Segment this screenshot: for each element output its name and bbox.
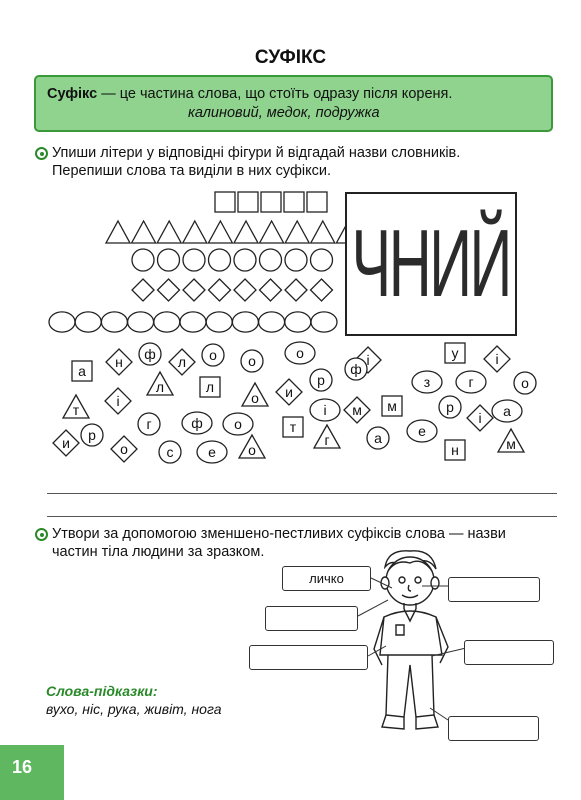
letter-square-36 bbox=[283, 417, 303, 437]
letter-char: о bbox=[248, 442, 256, 458]
answer-diamond-3-2[interactable] bbox=[183, 279, 205, 301]
letter-char: о bbox=[234, 416, 242, 432]
letter-char: і bbox=[495, 351, 499, 367]
suffix-card bbox=[345, 192, 517, 336]
letter-diamond-22 bbox=[344, 397, 370, 423]
answer-shapes bbox=[0, 180, 345, 340]
letter-char: м bbox=[506, 436, 516, 452]
letter-triangle-12 bbox=[147, 372, 173, 395]
answer-circle-2-2[interactable] bbox=[183, 249, 205, 271]
answer-square-0-0[interactable] bbox=[215, 192, 235, 212]
answer-circle-2-6[interactable] bbox=[285, 249, 307, 271]
letter-circle-20 bbox=[514, 372, 536, 394]
letter-char: т bbox=[72, 402, 80, 418]
letter-char: і bbox=[116, 393, 120, 409]
letter-diamond-11 bbox=[105, 388, 131, 414]
answer-triangle-1-3[interactable] bbox=[183, 221, 207, 243]
page-title: СУФІКС bbox=[254, 47, 327, 68]
letter-char: л bbox=[177, 354, 187, 370]
letter-diamond-25 bbox=[467, 405, 493, 431]
letter-oval-39 bbox=[407, 420, 437, 442]
letter-char: г bbox=[324, 432, 330, 448]
letter-char: р bbox=[88, 427, 96, 443]
answer-oval-4-3[interactable] bbox=[128, 312, 154, 332]
answer-triangle-1-4[interactable] bbox=[208, 221, 232, 243]
letter-square-40 bbox=[445, 440, 465, 460]
letter-oval-32 bbox=[182, 412, 212, 434]
answer-circle-2-0[interactable] bbox=[132, 249, 154, 271]
answer-triangle-1-2[interactable] bbox=[157, 221, 181, 243]
letter-diamond-9 bbox=[484, 346, 510, 372]
answer-oval-4-0[interactable] bbox=[49, 312, 75, 332]
letter-triangle-37 bbox=[314, 425, 340, 448]
answer-diamond-3-7[interactable] bbox=[311, 279, 333, 301]
writing-line-2 bbox=[47, 516, 557, 517]
answer-diamond-3-4[interactable] bbox=[234, 279, 256, 301]
letter-char: а bbox=[374, 430, 382, 446]
answer-square-0-1[interactable] bbox=[238, 192, 258, 212]
letter-circle-28 bbox=[81, 424, 103, 446]
letter-diamond-15 bbox=[276, 379, 302, 405]
definition-body: — це частина слова, що стоїть одразу після кореня. bbox=[97, 86, 453, 102]
answer-oval-4-1[interactable] bbox=[75, 312, 101, 332]
answer-triangle-1-8[interactable] bbox=[311, 221, 335, 243]
definition-term: Суфікс bbox=[47, 86, 98, 102]
letter-circle-30 bbox=[138, 413, 160, 435]
letter-char: т bbox=[289, 419, 297, 435]
letter-triangle-14 bbox=[242, 383, 268, 406]
task2-instruction-line1: Утвори за допомогою зменшено-пестливих суфіксів слова — назви bbox=[52, 526, 506, 542]
letter-char: с bbox=[166, 444, 174, 460]
letter-triangle-10 bbox=[63, 395, 89, 418]
task1-instruction-line2: Перепиши слова та виділи в них суфікси. bbox=[52, 163, 332, 179]
letter-char: у bbox=[451, 345, 459, 361]
letter-char: м bbox=[387, 398, 397, 414]
answer-box-nose[interactable] bbox=[265, 606, 358, 631]
hints-words: вухо, ніс, рука, живіт, нога bbox=[46, 701, 222, 717]
letter-char: р bbox=[317, 372, 325, 388]
letter-oval-33 bbox=[197, 441, 227, 463]
hints-title: Слова-підказки: bbox=[46, 683, 158, 699]
writing-line-1 bbox=[47, 493, 557, 494]
letter-oval-6 bbox=[285, 342, 315, 364]
letter-char: і bbox=[478, 410, 482, 426]
letter-char: о bbox=[120, 441, 128, 457]
definition-examples: калиновий, медок, подружка bbox=[188, 105, 380, 121]
answer-diamond-3-5[interactable] bbox=[260, 279, 282, 301]
letter-square-8 bbox=[445, 343, 465, 363]
letter-char: а bbox=[503, 403, 511, 419]
letter-char: и bbox=[285, 384, 293, 400]
answer-oval-4-9[interactable] bbox=[285, 312, 311, 332]
answer-box-arm[interactable] bbox=[464, 640, 554, 665]
letter-char: л bbox=[205, 379, 215, 395]
letter-diamond-29 bbox=[111, 436, 137, 462]
answer-triangle-1-5[interactable] bbox=[234, 221, 258, 243]
answer-circle-2-7[interactable] bbox=[311, 249, 333, 271]
letter-char: а bbox=[78, 363, 86, 379]
letter-square-0 bbox=[72, 361, 92, 381]
letter-char: і bbox=[366, 352, 370, 368]
task1-bullet-icon bbox=[35, 147, 48, 160]
letter-char: з bbox=[423, 374, 431, 390]
letter-circle-38 bbox=[367, 427, 389, 449]
answer-box-ear[interactable] bbox=[448, 577, 540, 602]
letter-oval-34 bbox=[223, 413, 253, 435]
letter-char: ф bbox=[144, 346, 156, 362]
letter-square-13 bbox=[200, 377, 220, 397]
answer-square-0-2[interactable] bbox=[261, 192, 281, 212]
letter-circle-24 bbox=[439, 396, 461, 418]
answer-square-0-3[interactable] bbox=[284, 192, 304, 212]
letter-circle-4 bbox=[202, 344, 224, 366]
letter-diamond-3 bbox=[169, 349, 195, 375]
answer-oval-4-10[interactable] bbox=[311, 312, 337, 332]
task2-bullet-icon bbox=[35, 528, 48, 541]
letter-char: м bbox=[352, 402, 362, 418]
suffix-card-text: ЧНИЙ bbox=[351, 210, 511, 317]
task2-instruction-line2: частин тіла людини за зразком. bbox=[52, 544, 265, 560]
answer-oval-4-5[interactable] bbox=[180, 312, 206, 332]
definition-box bbox=[34, 75, 553, 132]
letter-char: ф bbox=[191, 415, 203, 431]
definition-text bbox=[47, 86, 452, 102]
answer-oval-4-8[interactable] bbox=[259, 312, 285, 332]
answer-oval-4-6[interactable] bbox=[206, 312, 232, 332]
letter-char: г bbox=[468, 374, 474, 390]
letter-square-23 bbox=[382, 396, 402, 416]
answer-triangle-1-1[interactable] bbox=[132, 221, 156, 243]
letter-circle-16 bbox=[310, 369, 332, 391]
letter-diamond-1 bbox=[106, 349, 132, 375]
letter-char: ф bbox=[350, 361, 362, 377]
answer-diamond-3-6[interactable] bbox=[285, 279, 307, 301]
letter-char: о bbox=[251, 390, 259, 406]
letter-oval-21 bbox=[310, 399, 340, 421]
letter-char: и bbox=[62, 435, 70, 451]
answer-oval-4-2[interactable] bbox=[101, 312, 127, 332]
letter-char: о bbox=[209, 347, 217, 363]
letter-char: л bbox=[155, 379, 165, 395]
letter-char: е bbox=[418, 423, 426, 439]
answer-circle-2-3[interactable] bbox=[209, 249, 231, 271]
letter-diamond-27 bbox=[53, 430, 79, 456]
letter-char: р bbox=[446, 399, 454, 415]
answer-diamond-3-0[interactable] bbox=[132, 279, 154, 301]
answer-triangle-1-9[interactable] bbox=[336, 221, 345, 243]
letter-char: е bbox=[208, 444, 216, 460]
answer-box-leg[interactable] bbox=[448, 716, 539, 741]
letter-circle-17 bbox=[345, 358, 367, 380]
letter-char: г bbox=[146, 416, 152, 432]
answer-circle-2-4[interactable] bbox=[234, 249, 256, 271]
letter-oval-19 bbox=[456, 371, 486, 393]
letter-oval-18 bbox=[412, 371, 442, 393]
sample-word: личко bbox=[309, 571, 344, 586]
answer-diamond-3-3[interactable] bbox=[209, 279, 231, 301]
letter-char: о bbox=[296, 345, 304, 361]
answer-triangle-1-7[interactable] bbox=[285, 221, 309, 243]
letter-char: о bbox=[248, 353, 256, 369]
letter-triangle-35 bbox=[239, 435, 265, 458]
letter-circle-5 bbox=[241, 350, 263, 372]
answer-diamond-3-1[interactable] bbox=[158, 279, 180, 301]
letter-char: о bbox=[521, 375, 529, 391]
page-number: 16 bbox=[12, 757, 33, 777]
letter-char: н bbox=[115, 354, 123, 370]
answer-box-belly[interactable] bbox=[249, 645, 368, 670]
letter-char: н bbox=[451, 442, 459, 458]
letter-circle-31 bbox=[159, 441, 181, 463]
letter-char: і bbox=[323, 402, 327, 418]
letter-circle-2 bbox=[139, 343, 161, 365]
answer-oval-4-7[interactable] bbox=[232, 312, 258, 332]
answer-oval-4-4[interactable] bbox=[154, 312, 180, 332]
answer-circle-2-5[interactable] bbox=[260, 249, 282, 271]
answer-triangle-1-6[interactable] bbox=[260, 221, 284, 243]
answer-square-0-4[interactable] bbox=[307, 192, 327, 212]
task1-instruction-line1: Упиши літери у відповідні фігури й відгадай назви словників. bbox=[52, 145, 461, 161]
answer-triangle-1-0[interactable] bbox=[106, 221, 130, 243]
letter-puzzle bbox=[0, 335, 581, 470]
letter-oval-26 bbox=[492, 400, 522, 422]
sample-word-box bbox=[282, 566, 371, 591]
answer-circle-2-1[interactable] bbox=[158, 249, 180, 271]
letter-triangle-41 bbox=[498, 429, 524, 452]
